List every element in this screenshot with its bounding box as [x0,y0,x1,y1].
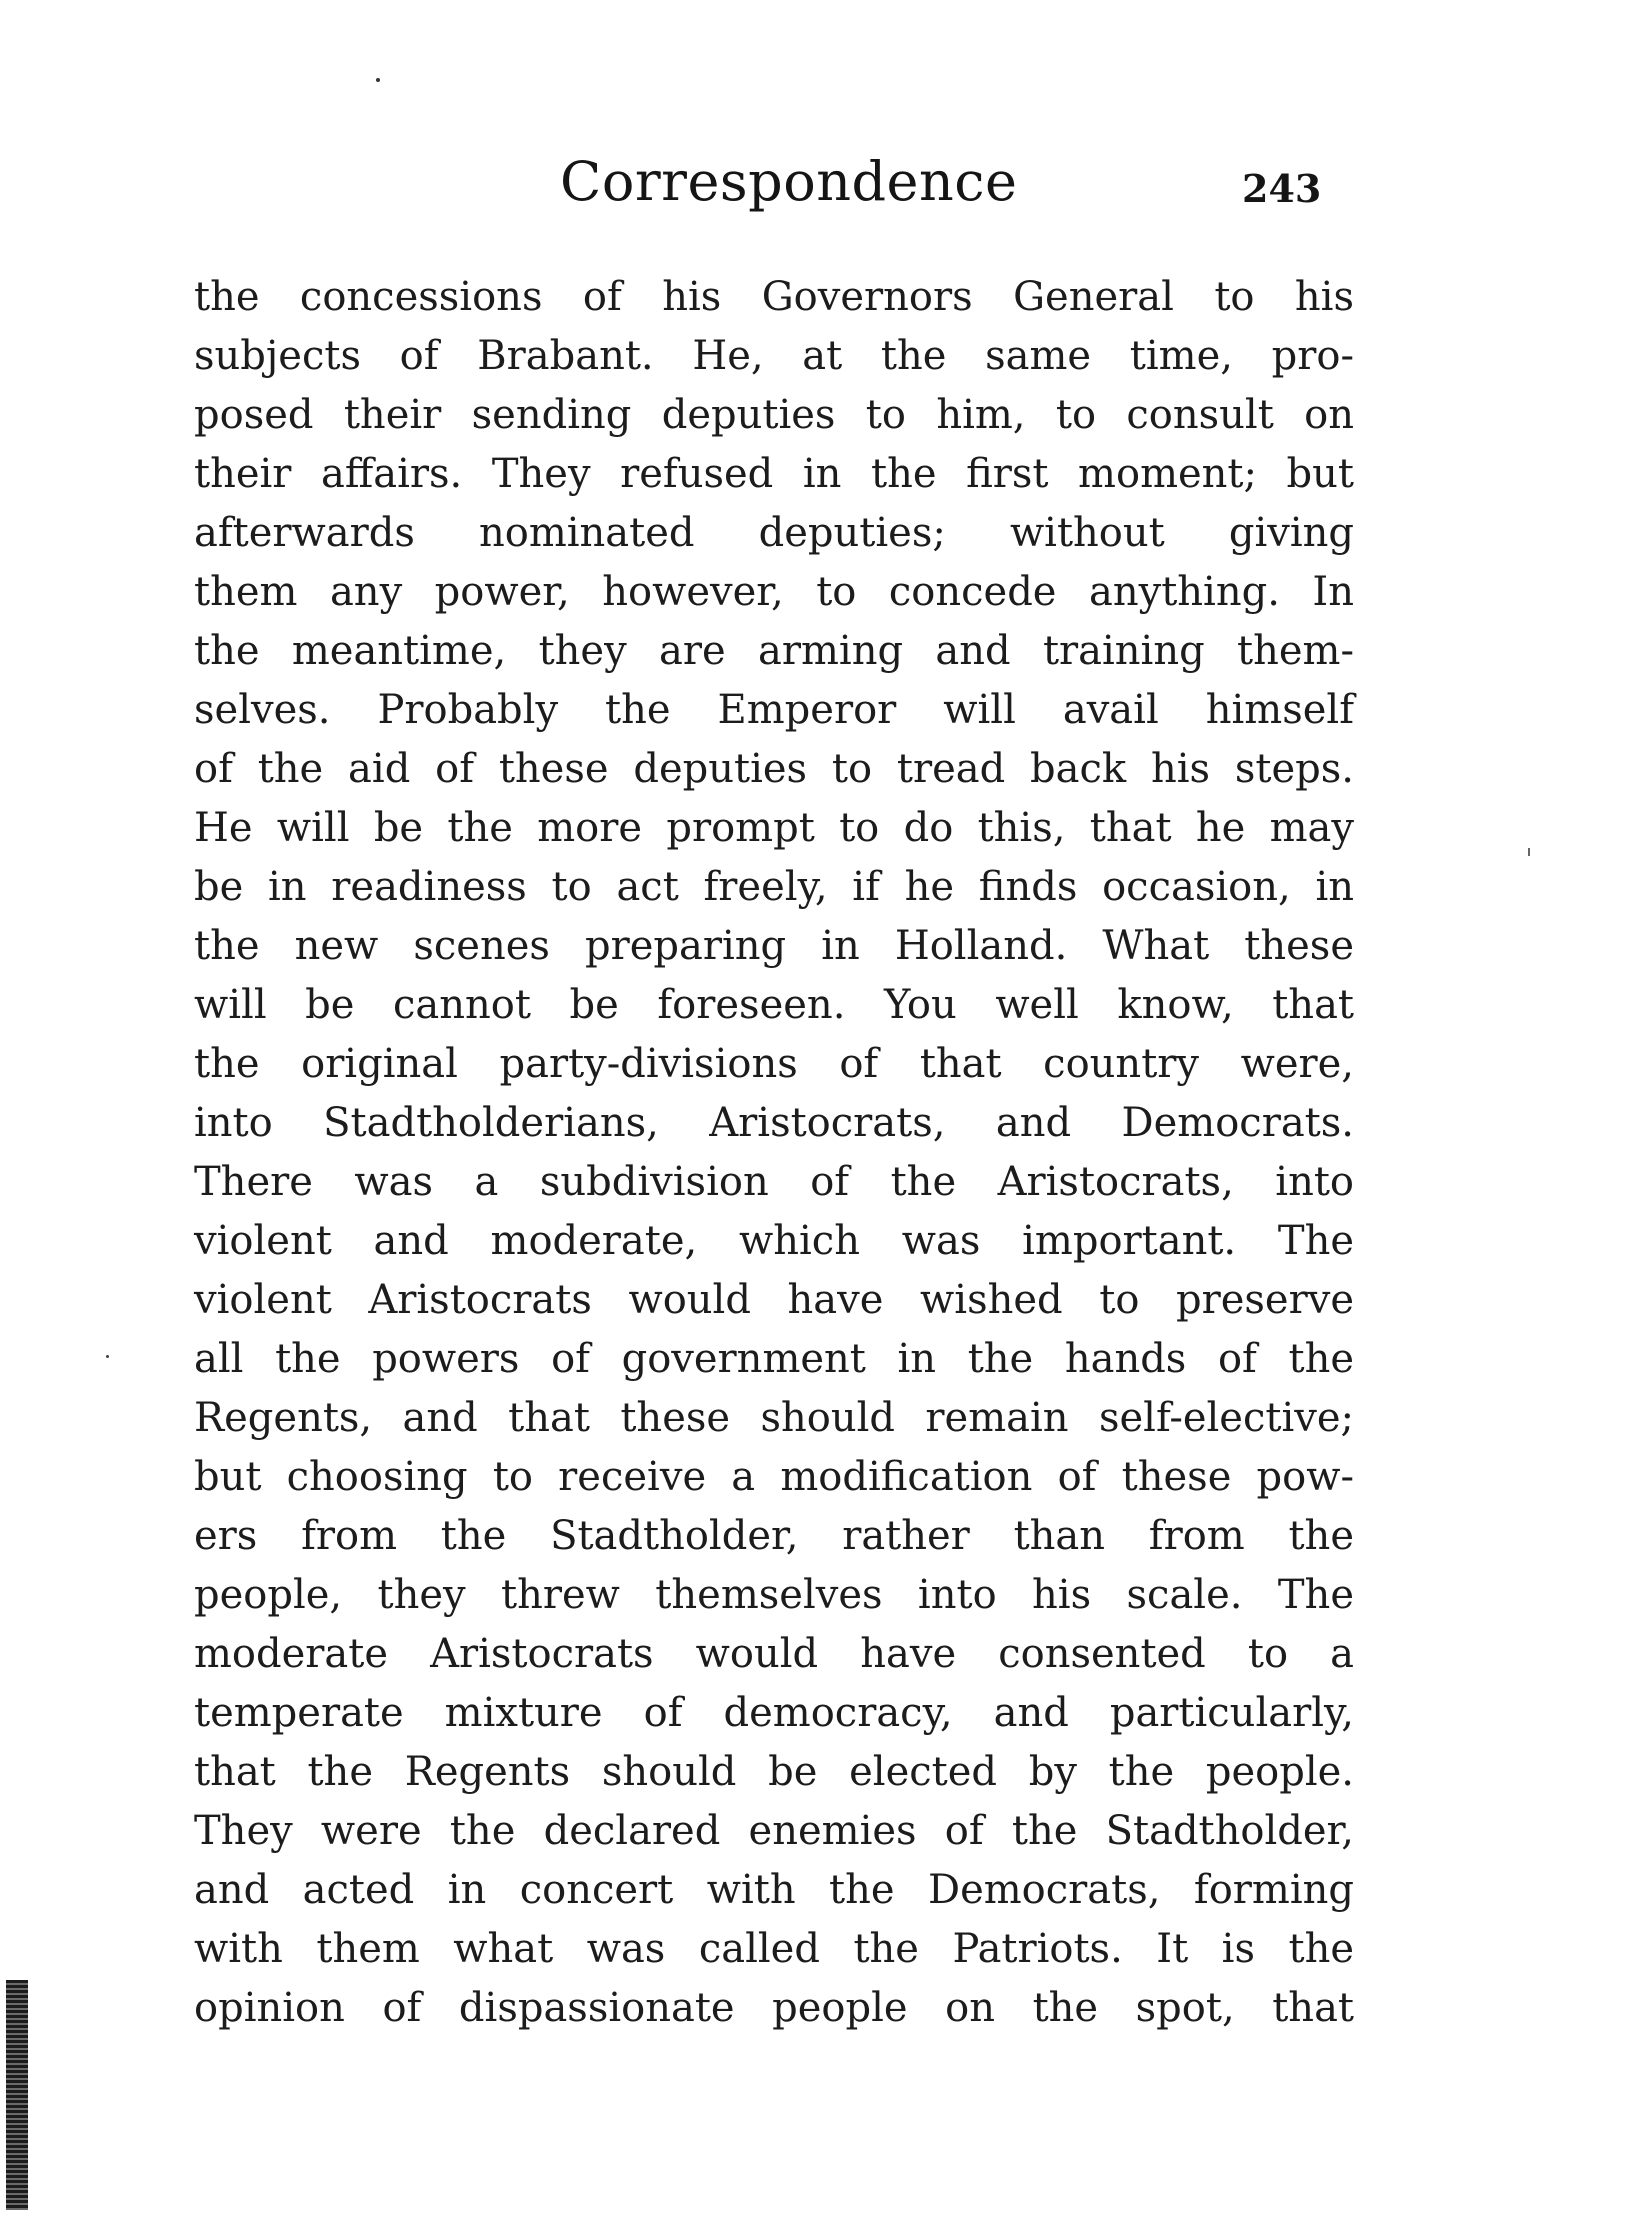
text-line: There was a subdivision of the Aristocrats, into [194,1159,1354,1205]
text-line: all the powers of government in the hands of the [194,1336,1354,1382]
text-line: be in readiness to act freely, if he finds occasion, in [194,864,1354,910]
text-line: the concessions of his Governors General to his [194,274,1354,320]
text-line: moderate Aristocrats would have consented to a [194,1631,1354,1677]
text-line: posed their sending deputies to him, to consult on [194,392,1354,438]
text-line: the meantime, they are arming and training them- [194,628,1354,674]
text-line: violent and moderate, which was important. The [194,1218,1354,1264]
page-number: 243 [1242,166,1322,211]
page-binding-edge [6,1980,28,2210]
text-line: of the aid of these deputies to tread back his steps. [194,746,1354,792]
text-line: people, they threw themselves into his scale. The [194,1572,1354,1618]
body-text [194,268,1354,2038]
text-line: temperate mixture of democracy, and particularly, [194,1690,1354,1736]
text-line: that the Regents should be elected by the people. [194,1749,1354,1795]
text-line: and acted in concert with the Democrats, forming [194,1867,1354,1913]
text-line: violent Aristocrats would have wished to preserve [194,1277,1354,1323]
text-line: their affairs. They refused in the first moment; but [194,451,1354,497]
text-line: selves. Probably the Emperor will avail himself [194,687,1354,733]
text-line: ers from the Stadtholder, rather than from the [194,1513,1354,1559]
ink-speck [1528,848,1530,856]
text-line: but choosing to receive a modification of these pow- [194,1454,1354,1500]
ink-speck [106,1355,109,1358]
text-line: the new scenes preparing in Holland. What these [194,923,1354,969]
text-line: afterwards nominated deputies; without giving [194,510,1354,556]
text-line: into Stadtholderians, Aristocrats, and Democrats. [194,1100,1354,1146]
text-line: subjects of Brabant. He, at the same time, pro- [194,333,1354,379]
text-line: will be cannot be foreseen. You well know, that [194,982,1354,1028]
running-header-title: Correspondence [560,150,1018,213]
text-line: the original party-divisions of that country were, [194,1041,1354,1087]
text-line: Regents, and that these should remain self-elective; [194,1395,1354,1441]
text-line: He will be the more prompt to do this, that he may [194,805,1354,851]
ink-speck [376,78,380,82]
text-line: them any power, however, to concede anything. In [194,569,1354,615]
text-line: They were the declared enemies of the Stadtholder, [194,1808,1354,1854]
text-line: with them what was called the Patriots. It is the [194,1926,1354,1972]
text-line: opinion of dispassionate people on the spot, that [194,1985,1354,2031]
